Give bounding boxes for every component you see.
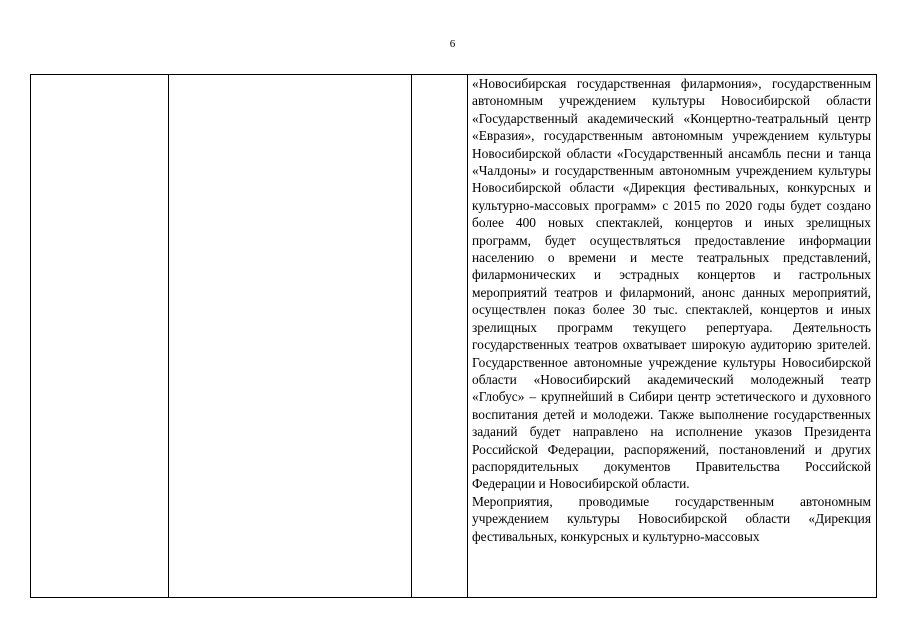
table-cell-1 (31, 75, 169, 598)
table-row (31, 75, 877, 598)
description-paragraph: Мероприятия, проводимые государственным автономным учреждением культуры Новосибирской области «Дирекция фестивальных, конкурсных и культурно-массовых (472, 493, 871, 544)
description-paragraph: «Новосибирская государственная филармония», государственным автономным учреждением культуры Новосибирской области «Государственный академический «Концертно-театральный центр «Евразия», государственным автономным учреждением культуры Новосибирской области «Государственный ансамбль песни и танца «Чалдоны» и государственным автономным учреждением культуры Новосибирской области «Дирекция фестивальных, конкурсных и культурно-массовых программ» с 2015 по 2020 годы будет создано более 400 новых спектаклей, концертов и иных зрелищных программ, будет осуществляться предоставление информации населению о времени и месте театральных представлений, филармонических и эстрадных концертов и гастрольных мероприятий театров и филармоний, анонс данных мероприятий, осуществлен показ более 30 тыс. спектаклей, концертов и иных зрелищных программ текущего репертуара. Деятельность государственных театров охватывает широкую аудиторию зрителей. Государственное автономные учреждение культуры Новосибирской области «Новосибирский академический молодежный театр «Глобус» – крупнейший в Сибири центр эстетического и духовного воспитания детей и молодежи. Также выполнение государственных заданий будет направлено на исполнение указов Президента Российской Федерации, распоряжений, постановлений и других распорядительных документов Правительства Российской Федерации и Новосибирской области. (472, 76, 871, 492)
table-cell-description (468, 75, 877, 598)
description-text (468, 75, 876, 597)
table-cell-2 (169, 75, 412, 598)
page-number: 6 (449, 38, 456, 50)
program-table (30, 74, 877, 598)
table-cell-3 (412, 75, 468, 598)
